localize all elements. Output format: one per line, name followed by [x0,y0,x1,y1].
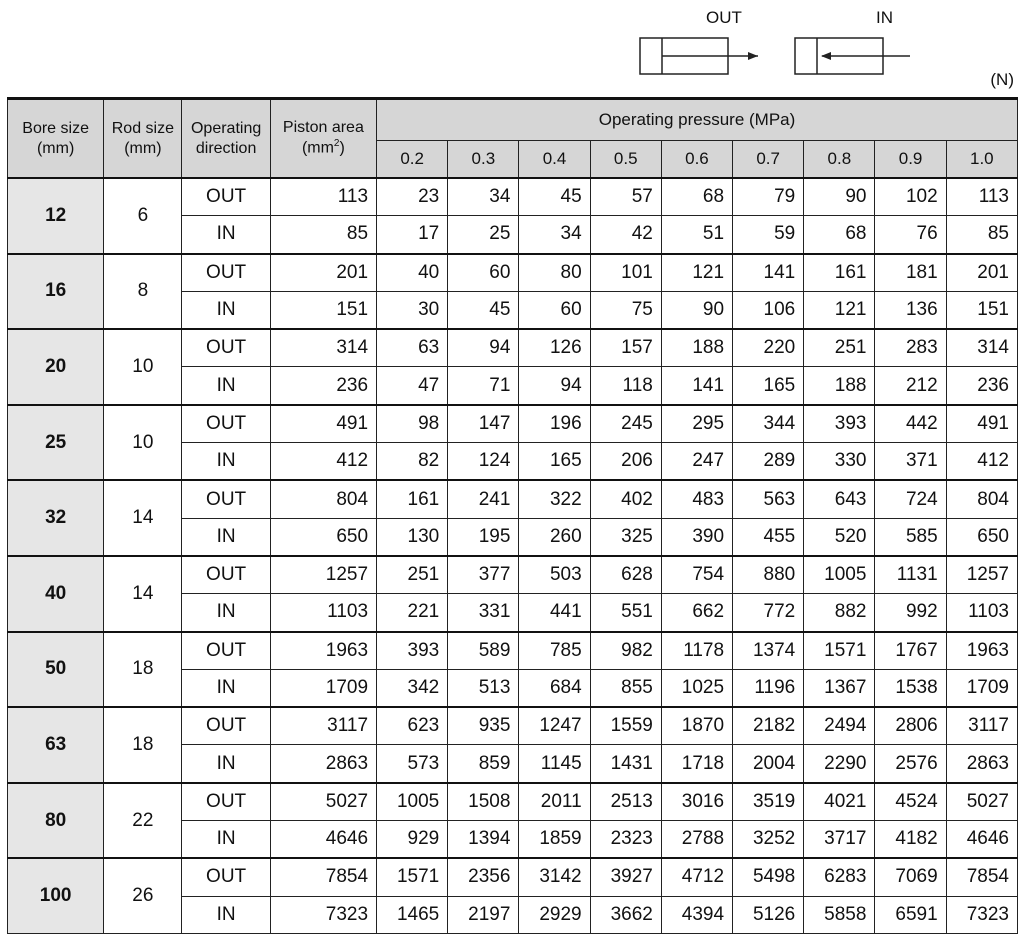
force-table [7,97,1018,934]
force-value-cell: 60 [448,254,519,292]
force-value-cell: 314 [946,329,1017,367]
force-value-cell: 196 [519,405,590,443]
bore-size-cell: 50 [8,632,104,708]
force-value-cell: 1571 [377,858,448,896]
force-value-cell: 1465 [377,896,448,933]
force-value-cell: 1005 [804,556,875,594]
force-value-cell: 650 [946,518,1017,556]
piston-area-cell: 3117 [270,707,376,745]
pressure-col-header: 0.9 [875,141,946,179]
force-value-cell: 455 [733,518,804,556]
force-value-cell: 80 [519,254,590,292]
area-header: Piston area $(mm^2)$ [270,99,376,179]
force-value-cell: 859 [448,745,519,783]
direction-cell: IN [182,367,270,405]
direction-cell: IN [182,594,270,632]
force-value-cell: 98 [377,405,448,443]
piston-area-cell: 1257 [270,556,376,594]
force-value-cell: 57 [590,178,661,216]
force-value-cell: 47 [377,367,448,405]
force-value-cell: 4646 [946,821,1017,859]
force-value-cell: 102 [875,178,946,216]
force-value-cell: 5126 [733,896,804,933]
force-value-cell: 121 [804,291,875,329]
force-value-cell: 662 [661,594,732,632]
direction-header: Operating direction [182,99,270,179]
force-value-cell: 157 [590,329,661,367]
force-value-cell: 4394 [661,896,732,933]
force-value-cell: 1963 [946,632,1017,670]
force-value-cell: 992 [875,594,946,632]
table-row [8,707,1018,745]
force-value-cell: 71 [448,367,519,405]
force-value-cell: 121 [661,254,732,292]
force-value-cell: 1508 [448,783,519,821]
force-value-cell: 2011 [519,783,590,821]
force-value-cell: 75 [590,291,661,329]
pressure-col-header: 0.2 [377,141,448,179]
force-value-cell: 45 [448,291,519,329]
force-value-cell: 201 [946,254,1017,292]
force-value-cell: 684 [519,669,590,707]
force-value-cell: 126 [519,329,590,367]
piston-area-cell: 1103 [270,594,376,632]
force-value-cell: 344 [733,405,804,443]
force-value-cell: 1859 [519,821,590,859]
force-value-cell: 113 [946,178,1017,216]
force-value-cell: 551 [590,594,661,632]
force-value-cell: 124 [448,443,519,481]
direction-cell: OUT [182,254,270,292]
force-value-cell: 785 [519,632,590,670]
force-value-cell: 6283 [804,858,875,896]
force-value-cell: 4021 [804,783,875,821]
force-value-cell: 563 [733,480,804,518]
force-value-cell: 503 [519,556,590,594]
force-value-cell: 3117 [946,707,1017,745]
force-value-cell: 161 [377,480,448,518]
force-value-cell: 90 [661,291,732,329]
force-value-cell: 2182 [733,707,804,745]
force-value-cell: 772 [733,594,804,632]
force-value-cell: 85 [946,216,1017,254]
force-value-cell: 147 [448,405,519,443]
force-value-cell: 51 [661,216,732,254]
force-value-cell: 3016 [661,783,732,821]
force-value-cell: 371 [875,443,946,481]
force-value-cell: 643 [804,480,875,518]
force-value-cell: 23 [377,178,448,216]
in-label: IN [876,8,893,27]
pressure-col-header: 0.4 [519,141,590,179]
bore-size-cell: 25 [8,405,104,481]
force-value-cell: 3717 [804,821,875,859]
force-value-cell: 754 [661,556,732,594]
direction-cell: OUT [182,480,270,518]
force-value-cell: 25 [448,216,519,254]
force-value-cell: 491 [946,405,1017,443]
force-value-cell: 241 [448,480,519,518]
rod-size-cell: 22 [104,783,182,859]
force-value-cell: 880 [733,556,804,594]
force-value-cell: 195 [448,518,519,556]
direction-cell: IN [182,291,270,329]
force-value-cell: 141 [661,367,732,405]
rod-size-cell: 18 [104,632,182,708]
force-value-cell: 3662 [590,896,661,933]
direction-cell: IN [182,896,270,933]
force-value-cell: 2197 [448,896,519,933]
rod-size-cell: 6 [104,178,182,254]
force-value-cell: 76 [875,216,946,254]
pressure-col-header: 1.0 [946,141,1017,179]
force-value-cell: 935 [448,707,519,745]
force-value-cell: 220 [733,329,804,367]
force-value-cell: 1103 [946,594,1017,632]
force-value-cell: 3142 [519,858,590,896]
force-value-cell: 181 [875,254,946,292]
force-value-cell: 40 [377,254,448,292]
piston-area-cell: 113 [270,178,376,216]
force-value-cell: 295 [661,405,732,443]
force-value-cell: 59 [733,216,804,254]
rod-header: Rod size (mm) [104,99,182,179]
force-value-cell: 393 [804,405,875,443]
force-value-cell: 90 [804,178,875,216]
force-value-cell: 17 [377,216,448,254]
force-value-cell: 1718 [661,745,732,783]
force-value-cell: 483 [661,480,732,518]
force-value-cell: 882 [804,594,875,632]
piston-area-cell: 1963 [270,632,376,670]
force-value-cell: 325 [590,518,661,556]
rod-size-cell: 26 [104,858,182,933]
force-value-cell: 212 [875,367,946,405]
force-value-cell: 1367 [804,669,875,707]
bore-size-cell: 63 [8,707,104,783]
force-value-cell: 5858 [804,896,875,933]
piston-area-cell: 201 [270,254,376,292]
force-value-cell: 251 [804,329,875,367]
out-label: OUT [706,8,742,27]
force-value-cell: 4182 [875,821,946,859]
force-value-cell: 68 [661,178,732,216]
rod-size-cell: 14 [104,556,182,632]
force-value-cell: 30 [377,291,448,329]
force-value-cell: 573 [377,745,448,783]
table-row [8,405,1018,443]
bore-size-cell: 32 [8,480,104,556]
force-value-cell: 2494 [804,707,875,745]
rod-size-cell: 18 [104,707,182,783]
direction-diagram [630,0,930,84]
force-value-cell: 165 [519,443,590,481]
piston-area-cell: 491 [270,405,376,443]
force-value-cell: 377 [448,556,519,594]
force-value-cell: 623 [377,707,448,745]
force-value-cell: 283 [875,329,946,367]
piston-area-cell: 7854 [270,858,376,896]
force-value-cell: 1374 [733,632,804,670]
force-value-cell: 94 [519,367,590,405]
force-value-cell: 513 [448,669,519,707]
table-row [8,480,1018,518]
force-value-cell: 45 [519,178,590,216]
direction-cell: IN [182,745,270,783]
rod-size-cell: 8 [104,254,182,330]
direction-cell: OUT [182,405,270,443]
force-value-cell: 3519 [733,783,804,821]
piston-area-cell: 4646 [270,821,376,859]
force-value-cell: 34 [519,216,590,254]
piston-area-cell: 151 [270,291,376,329]
force-value-cell: 4712 [661,858,732,896]
force-value-cell: 855 [590,669,661,707]
force-value-cell: 2929 [519,896,590,933]
piston-area-cell: 1709 [270,669,376,707]
force-value-cell: 1870 [661,707,732,745]
force-value-cell: 982 [590,632,661,670]
force-value-cell: 260 [519,518,590,556]
force-value-cell: 724 [875,480,946,518]
table-row [8,783,1018,821]
force-value-cell: 141 [733,254,804,292]
force-value-cell: 188 [804,367,875,405]
force-value-cell: 34 [448,178,519,216]
bore-size-cell: 80 [8,783,104,859]
force-value-cell: 79 [733,178,804,216]
force-value-cell: 330 [804,443,875,481]
force-value-cell: 165 [733,367,804,405]
force-value-cell: 2004 [733,745,804,783]
force-value-cell: 628 [590,556,661,594]
piston-area-cell: 85 [270,216,376,254]
force-value-cell: 412 [946,443,1017,481]
force-value-cell: 589 [448,632,519,670]
force-value-cell: 2788 [661,821,732,859]
bore-size-cell: 40 [8,556,104,632]
force-value-cell: 289 [733,443,804,481]
force-value-cell: 1178 [661,632,732,670]
force-value-cell: 3252 [733,821,804,859]
force-value-cell: 2513 [590,783,661,821]
force-value-cell: 63 [377,329,448,367]
force-value-cell: 101 [590,254,661,292]
pressure-col-header: 0.5 [590,141,661,179]
direction-cell: OUT [182,178,270,216]
pressure-col-header: 0.7 [733,141,804,179]
force-value-cell: 1538 [875,669,946,707]
force-value-cell: 393 [377,632,448,670]
force-value-cell: 5027 [946,783,1017,821]
rod-size-cell: 10 [104,329,182,405]
force-value-cell: 2806 [875,707,946,745]
force-value-cell: 929 [377,821,448,859]
force-value-cell: 161 [804,254,875,292]
pressure-header: Operating pressure (MPa) [377,99,1018,141]
force-value-cell: 442 [875,405,946,443]
table-row [8,254,1018,292]
bore-size-cell: 16 [8,254,104,330]
force-value-cell: 82 [377,443,448,481]
force-value-cell: 2290 [804,745,875,783]
piston-area-cell: 5027 [270,783,376,821]
force-value-cell: 1257 [946,556,1017,594]
rod-size-cell: 14 [104,480,182,556]
force-value-cell: 236 [946,367,1017,405]
force-value-cell: 1559 [590,707,661,745]
bore-header: Bore size (mm) [8,99,104,179]
force-value-cell: 6591 [875,896,946,933]
force-value-cell: 3927 [590,858,661,896]
force-value-cell: 68 [804,216,875,254]
force-value-cell: 136 [875,291,946,329]
piston-area-cell: 2863 [270,745,376,783]
force-value-cell: 331 [448,594,519,632]
force-value-cell: 804 [946,480,1017,518]
out-arrow-icon [748,52,758,60]
piston-area-cell: 314 [270,329,376,367]
force-value-cell: 322 [519,480,590,518]
force-value-cell: 1005 [377,783,448,821]
table-row [8,329,1018,367]
piston-area-cell: 412 [270,443,376,481]
force-value-cell: 247 [661,443,732,481]
force-value-cell: 151 [946,291,1017,329]
table-row [8,556,1018,594]
force-value-cell: 7069 [875,858,946,896]
force-value-cell: 2356 [448,858,519,896]
force-value-cell: 42 [590,216,661,254]
force-value-cell: 7323 [946,896,1017,933]
direction-cell: OUT [182,556,270,594]
bore-size-cell: 12 [8,178,104,254]
force-value-cell: 130 [377,518,448,556]
piston-area-cell: 804 [270,480,376,518]
force-value-cell: 94 [448,329,519,367]
direction-cell: IN [182,216,270,254]
force-value-cell: 402 [590,480,661,518]
force-value-cell: 188 [661,329,732,367]
pressure-col-header: 0.8 [804,141,875,179]
force-value-cell: 1571 [804,632,875,670]
direction-cell: OUT [182,783,270,821]
force-value-cell: 4524 [875,783,946,821]
direction-cell: OUT [182,632,270,670]
force-value-cell: 342 [377,669,448,707]
force-value-cell: 1431 [590,745,661,783]
force-value-cell: 1131 [875,556,946,594]
force-value-cell: 1025 [661,669,732,707]
direction-cell: OUT [182,707,270,745]
force-value-cell: 206 [590,443,661,481]
force-value-cell: 118 [590,367,661,405]
force-value-cell: 1247 [519,707,590,745]
cylinder-diagram [630,0,930,84]
rod-size-cell: 10 [104,405,182,481]
direction-cell: OUT [182,858,270,896]
force-value-cell: 390 [661,518,732,556]
direction-cell: IN [182,669,270,707]
in-arrow-icon [821,52,831,60]
direction-cell: IN [182,443,270,481]
force-value-cell: 5498 [733,858,804,896]
force-value-cell: 221 [377,594,448,632]
force-value-cell: 520 [804,518,875,556]
bore-size-cell: 100 [8,858,104,933]
direction-cell: IN [182,518,270,556]
force-value-cell: 245 [590,405,661,443]
force-value-cell: 2863 [946,745,1017,783]
force-value-cell: 7854 [946,858,1017,896]
piston-area-cell: 7323 [270,896,376,933]
force-value-cell: 251 [377,556,448,594]
piston-area-cell: 236 [270,367,376,405]
force-value-cell: 1196 [733,669,804,707]
table-row [8,858,1018,896]
force-value-cell: 2576 [875,745,946,783]
force-value-cell: 106 [733,291,804,329]
table-row [8,178,1018,216]
piston-area-cell: 650 [270,518,376,556]
force-value-cell: 2323 [590,821,661,859]
force-value-cell: 60 [519,291,590,329]
force-value-cell: 1145 [519,745,590,783]
bore-size-cell: 20 [8,329,104,405]
table-row [8,632,1018,670]
force-value-cell: 1394 [448,821,519,859]
pressure-col-header: 0.3 [448,141,519,179]
force-value-cell: 1767 [875,632,946,670]
unit-label: (N) [990,70,1014,89]
pressure-col-header: 0.6 [661,141,732,179]
force-value-cell: 441 [519,594,590,632]
force-value-cell: 585 [875,518,946,556]
direction-cell: OUT [182,329,270,367]
direction-cell: IN [182,821,270,859]
force-value-cell: 1709 [946,669,1017,707]
